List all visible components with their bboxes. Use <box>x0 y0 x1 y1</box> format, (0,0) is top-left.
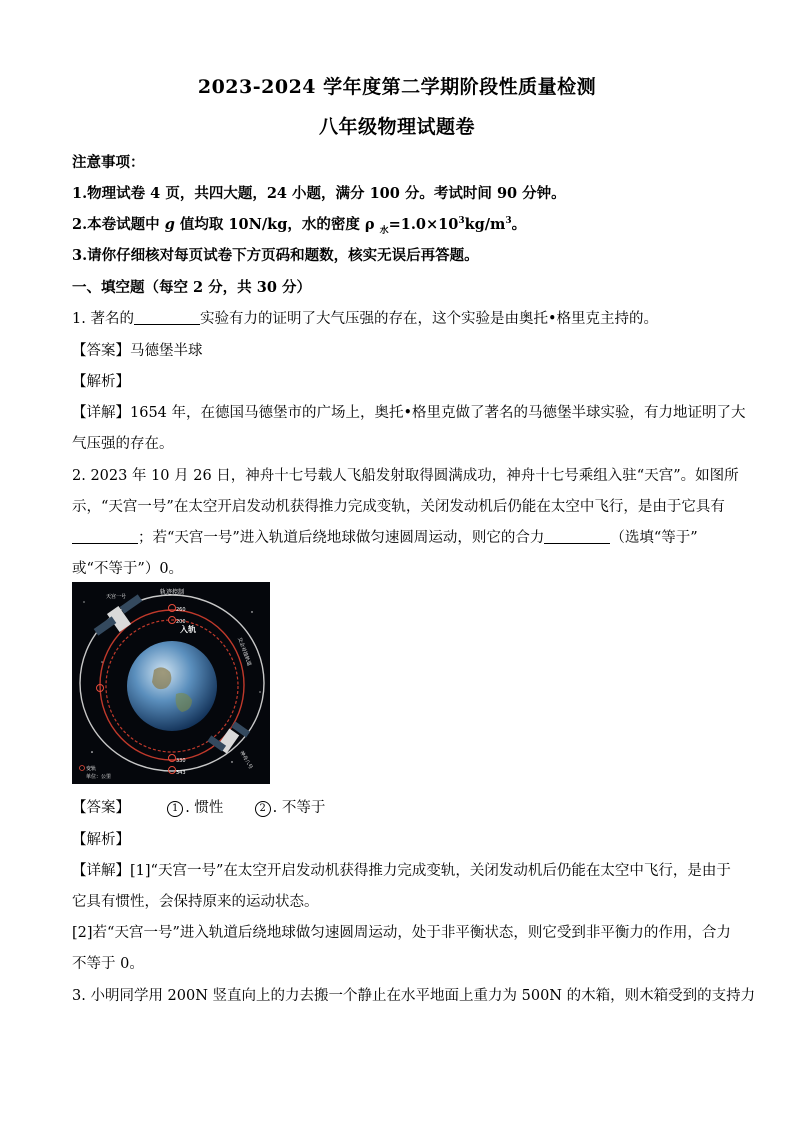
note-1: 1.物理试卷 4 页，共四大题，24 小题，满分 100 分。考试时间 90 分钟。 <box>72 185 566 202</box>
q1-answer <box>72 339 732 360</box>
note-2-part-c: =1.0×10 <box>388 216 459 233</box>
q2-detail-line-1 <box>72 859 732 880</box>
question-1 <box>72 307 732 328</box>
note-3: 3.请你仔细核对每页试卷下方页码和题数，核实无误后再答题。 <box>72 247 479 264</box>
label-200-top: 200 <box>176 619 186 625</box>
q2-answer <box>72 796 732 817</box>
q2-blank-1 <box>72 529 138 544</box>
q1-blank <box>134 310 200 325</box>
q3-line-1: 3. 小明同学用 200N 竖直向上的力去搬一个静止在水平地面上重力为 500N 的木箱，则木箱受到的支持力 <box>72 988 756 1004</box>
notes-heading: 注意事项： <box>72 154 145 171</box>
q2-line-3-a: ；若“天宫一号”进入轨道后绕地球做匀速圆周运动，则它的合力 <box>138 530 545 546</box>
answer-num-1: 1 <box>167 801 183 817</box>
legend-1: 变轨 <box>86 766 97 772</box>
label-entry: 入轨 <box>180 625 196 634</box>
earth-icon <box>127 641 217 731</box>
answer-tag: 【答案】 <box>72 343 130 359</box>
label-orbit: 交会对接轨道 <box>236 636 253 667</box>
q1-detail-line-1 <box>72 401 746 422</box>
legend-2: 单位：公里 <box>86 774 112 780</box>
q1-text-b: 实验有力的证明了大气压强的存在，这个实验是由奥托•格里克主持的。 <box>199 311 659 327</box>
label-top: 轨迹控制 <box>160 589 185 596</box>
q2-line-3-b: （选填“等于” <box>610 530 698 546</box>
q2-line-3 <box>72 526 732 547</box>
q1-text-a: 1. 著名的 <box>72 311 134 327</box>
q2-answer-1: . 惯性 <box>185 800 224 816</box>
detail-tag: 【详解】 <box>72 405 130 421</box>
note-2-part-a: 2.本卷试题中 <box>72 216 165 233</box>
q2-analysis-tag: 【解析】 <box>72 832 130 848</box>
label-shenzhou: 神舟八号 <box>238 750 254 771</box>
label-tiangong: 天宫一号 <box>106 594 127 600</box>
label-260: 260 <box>176 607 186 613</box>
q2-line-2: 示，“天宫一号”在太空开启发动机获得推力完成变轨，关闭发动机后仍能在太空中飞行，是由于它具有 <box>72 499 725 515</box>
q2-blank-2 <box>544 529 610 544</box>
answer-num-2: 2 <box>255 801 271 817</box>
exam-subtitle: 八年级物理试题卷 <box>318 116 475 138</box>
label-330: 330 <box>176 758 186 764</box>
answer-tag: 【答案】 <box>72 800 130 816</box>
note-2-sub: 水 <box>379 225 389 236</box>
q2-detail-text-1: [1]“天宫一号”在太空开启发动机获得推力完成变轨，关闭发动机后仍能在太空中飞行，是由于 <box>130 863 731 879</box>
q2-detail-line-2: 它具有惯性，会保持原来的运动状态。 <box>72 894 319 910</box>
q2-line-1: 2. 2023 年 10 月 26 日，神舟十七号载人飞船发射取得圆满成功，神舟十七号乘组入驻“天宫”。如图所 <box>72 468 739 484</box>
note-2-part-d: kg/m <box>464 216 506 233</box>
note-2-part-b: 值均取 10N/kg，水的密度 ρ <box>174 216 380 233</box>
note-2-part-e: 。 <box>511 216 527 233</box>
q1-analysis-tag: 【解析】 <box>72 374 130 390</box>
q2-answer-2: . 不等于 <box>272 800 326 816</box>
section-1-heading: 一、填空题（每空 2 分，共 30 分） <box>72 279 311 296</box>
exam-title: 2023-2024 学年度第二学期阶段性质量检测 <box>197 76 597 98</box>
q1-detail-line-2: 气压强的存在。 <box>72 436 174 452</box>
q2-detail-line-4: 不等于 0。 <box>72 956 144 972</box>
q1-answer-text: 马德堡半球 <box>130 343 203 359</box>
detail-tag: 【详解】 <box>72 863 130 879</box>
q1-detail-text: 1654 年，在德国马德堡市的广场上，奥托•格里克做了著名的马德堡半球实验，有力地证明了大 <box>130 405 746 421</box>
note-2 <box>72 213 732 236</box>
q2-line-4: 或“不等于”）0。 <box>72 561 184 577</box>
note-2-sup: 3 <box>458 216 465 227</box>
note-2-sup2: 3 <box>505 216 512 227</box>
label-343: 343 <box>176 770 186 776</box>
q2-detail-line-3: [2]若“天宫一号”进入轨道后绕地球做匀速圆周运动，处于非平衡状态，则它受到非平衡力的作用，合力 <box>72 925 731 941</box>
orbit-figure <box>72 582 270 784</box>
note-2-g: g <box>164 216 175 233</box>
